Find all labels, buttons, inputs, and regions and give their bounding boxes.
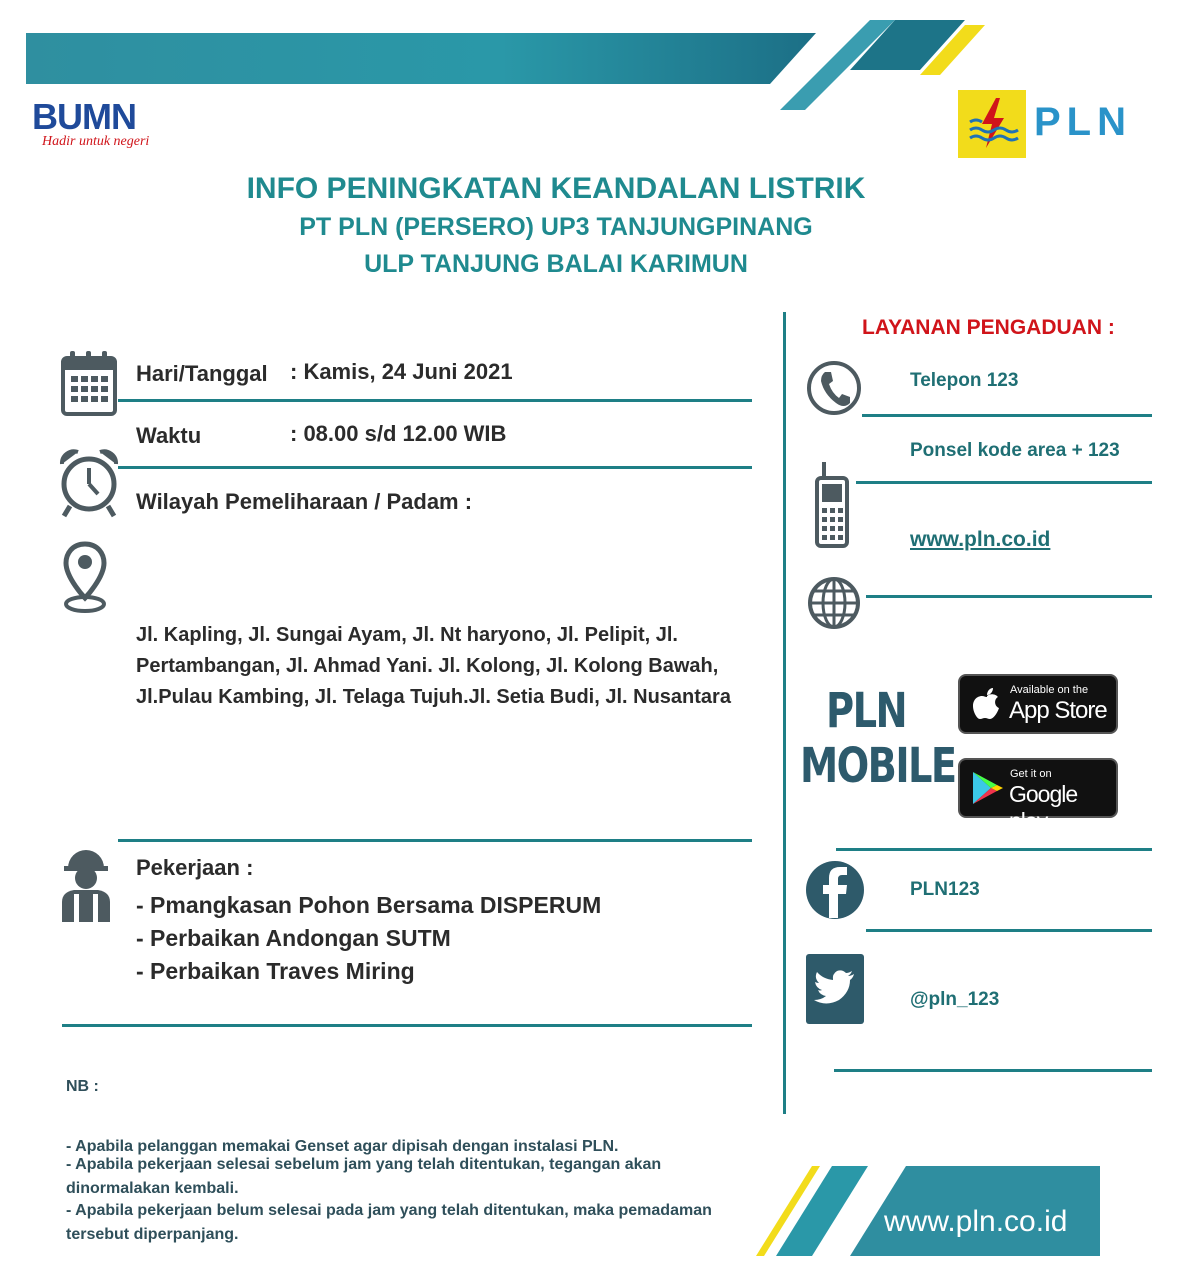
note-line: dinormalakan kembali. <box>66 1180 239 1197</box>
work-item: - Perbaikan Andongan SUTM <box>136 925 451 951</box>
notes-title: NB : <box>66 1078 99 1095</box>
google-play-small: Get it on <box>1010 768 1052 780</box>
pln-logo-text: PLN <box>1034 100 1132 144</box>
app-store-big: App Store <box>1009 697 1107 724</box>
calendar-icon <box>60 348 118 418</box>
divider <box>834 1069 1152 1072</box>
pln-mobile-line1: PLN <box>826 683 906 739</box>
phone-icon <box>806 357 862 419</box>
divider <box>62 1024 752 1027</box>
twitter-handle: @pln_123 <box>910 989 1000 1010</box>
day-value: : Kamis, 24 Juni 2021 <box>290 359 513 384</box>
bumn-logo <box>32 96 192 160</box>
note-line: tersebut diperpanjang. <box>66 1226 239 1243</box>
contact-title: LAYANAN PENGADUAN : <box>862 316 1115 339</box>
column-separator <box>783 312 786 1114</box>
area-line: Jl.Pulau Kambing, Jl. Telaga Tujuh.Jl. Setia Budi, Jl. Nusantara <box>136 686 731 708</box>
time-value: : 08.00 s/d 12.00 WIB <box>290 421 507 446</box>
mobile-phone-icon <box>814 462 850 548</box>
globe-icon <box>806 574 862 632</box>
divider <box>856 481 1152 484</box>
mobile-text: Ponsel kode area + 123 <box>910 440 1120 461</box>
alarm-clock-icon <box>58 446 120 518</box>
pln-lightning-icon <box>958 90 1026 158</box>
facebook-icon <box>806 856 864 924</box>
day-label: Hari/Tanggal <box>136 361 268 386</box>
divider <box>866 595 1152 598</box>
worker-icon <box>58 842 114 924</box>
note-line: - Apabila pelanggan memakai Genset agar dipisah dengan instalasi PLN. <box>66 1138 619 1155</box>
page-title: INFO PENINGKATAN KEANDALAN LISTRIK <box>246 172 866 205</box>
area-list <box>136 620 756 713</box>
google-play-icon <box>970 770 1004 806</box>
pln-logo <box>958 90 1148 158</box>
website-link[interactable]: www.pln.co.id <box>910 528 1051 551</box>
note-line: - Apabila pekerjaan belum selesai pada jam yang telah ditentukan, maka pemadaman <box>66 1202 712 1219</box>
apple-icon <box>972 686 1002 722</box>
work-item: - Perbaikan Traves Miring <box>136 958 415 984</box>
bumn-logo-text: BUMN <box>32 96 136 137</box>
divider <box>118 839 752 842</box>
bumn-tagline: Hadir untuk negeri <box>42 134 150 149</box>
pln-mobile-line2: MOBILE <box>800 738 956 794</box>
work-label: Pekerjaan : <box>136 855 254 880</box>
page-subtitle-unit: ULP TANJUNG BALAI KARIMUN <box>364 250 748 278</box>
work-list <box>136 889 601 988</box>
footer-url[interactable]: www.pln.co.id <box>884 1205 1068 1238</box>
area-line: Jl. Kapling, Jl. Sungai Ayam, Jl. Nt haryono, Jl. Pelipit, Jl. <box>136 624 678 646</box>
divider <box>866 929 1152 932</box>
divider <box>118 399 752 402</box>
app-store-badge[interactable] <box>958 674 1118 734</box>
page-subtitle-company: PT PLN (PERSERO) UP3 TANJUNGPINANG <box>299 213 813 241</box>
divider <box>862 414 1152 417</box>
divider <box>836 848 1152 851</box>
app-store-small: Available on the <box>1010 684 1089 696</box>
location-pin-icon <box>62 540 108 616</box>
divider <box>118 466 752 469</box>
phone-text: Telepon 123 <box>910 370 1019 391</box>
pln-mobile-title <box>800 683 956 794</box>
google-play-big: Google play <box>1009 781 1078 834</box>
twitter-icon <box>806 954 864 1024</box>
notes-list <box>66 1136 786 1246</box>
facebook-handle: PLN123 <box>910 879 980 900</box>
area-label: Wilayah Pemeliharaan / Padam : <box>136 489 473 514</box>
time-label: Waktu <box>136 423 202 448</box>
google-play-badge[interactable] <box>958 758 1118 834</box>
work-item: - Pmangkasan Pohon Bersama DISPERUM <box>136 892 602 918</box>
note-line: - Apabila pekerjaan selesai sebelum jam yang telah ditentukan, tegangan akan <box>66 1156 662 1173</box>
area-line: Pertambangan, Jl. Ahmad Yani. Jl. Kolong, Jl. Kolong Bawah, <box>136 655 719 677</box>
